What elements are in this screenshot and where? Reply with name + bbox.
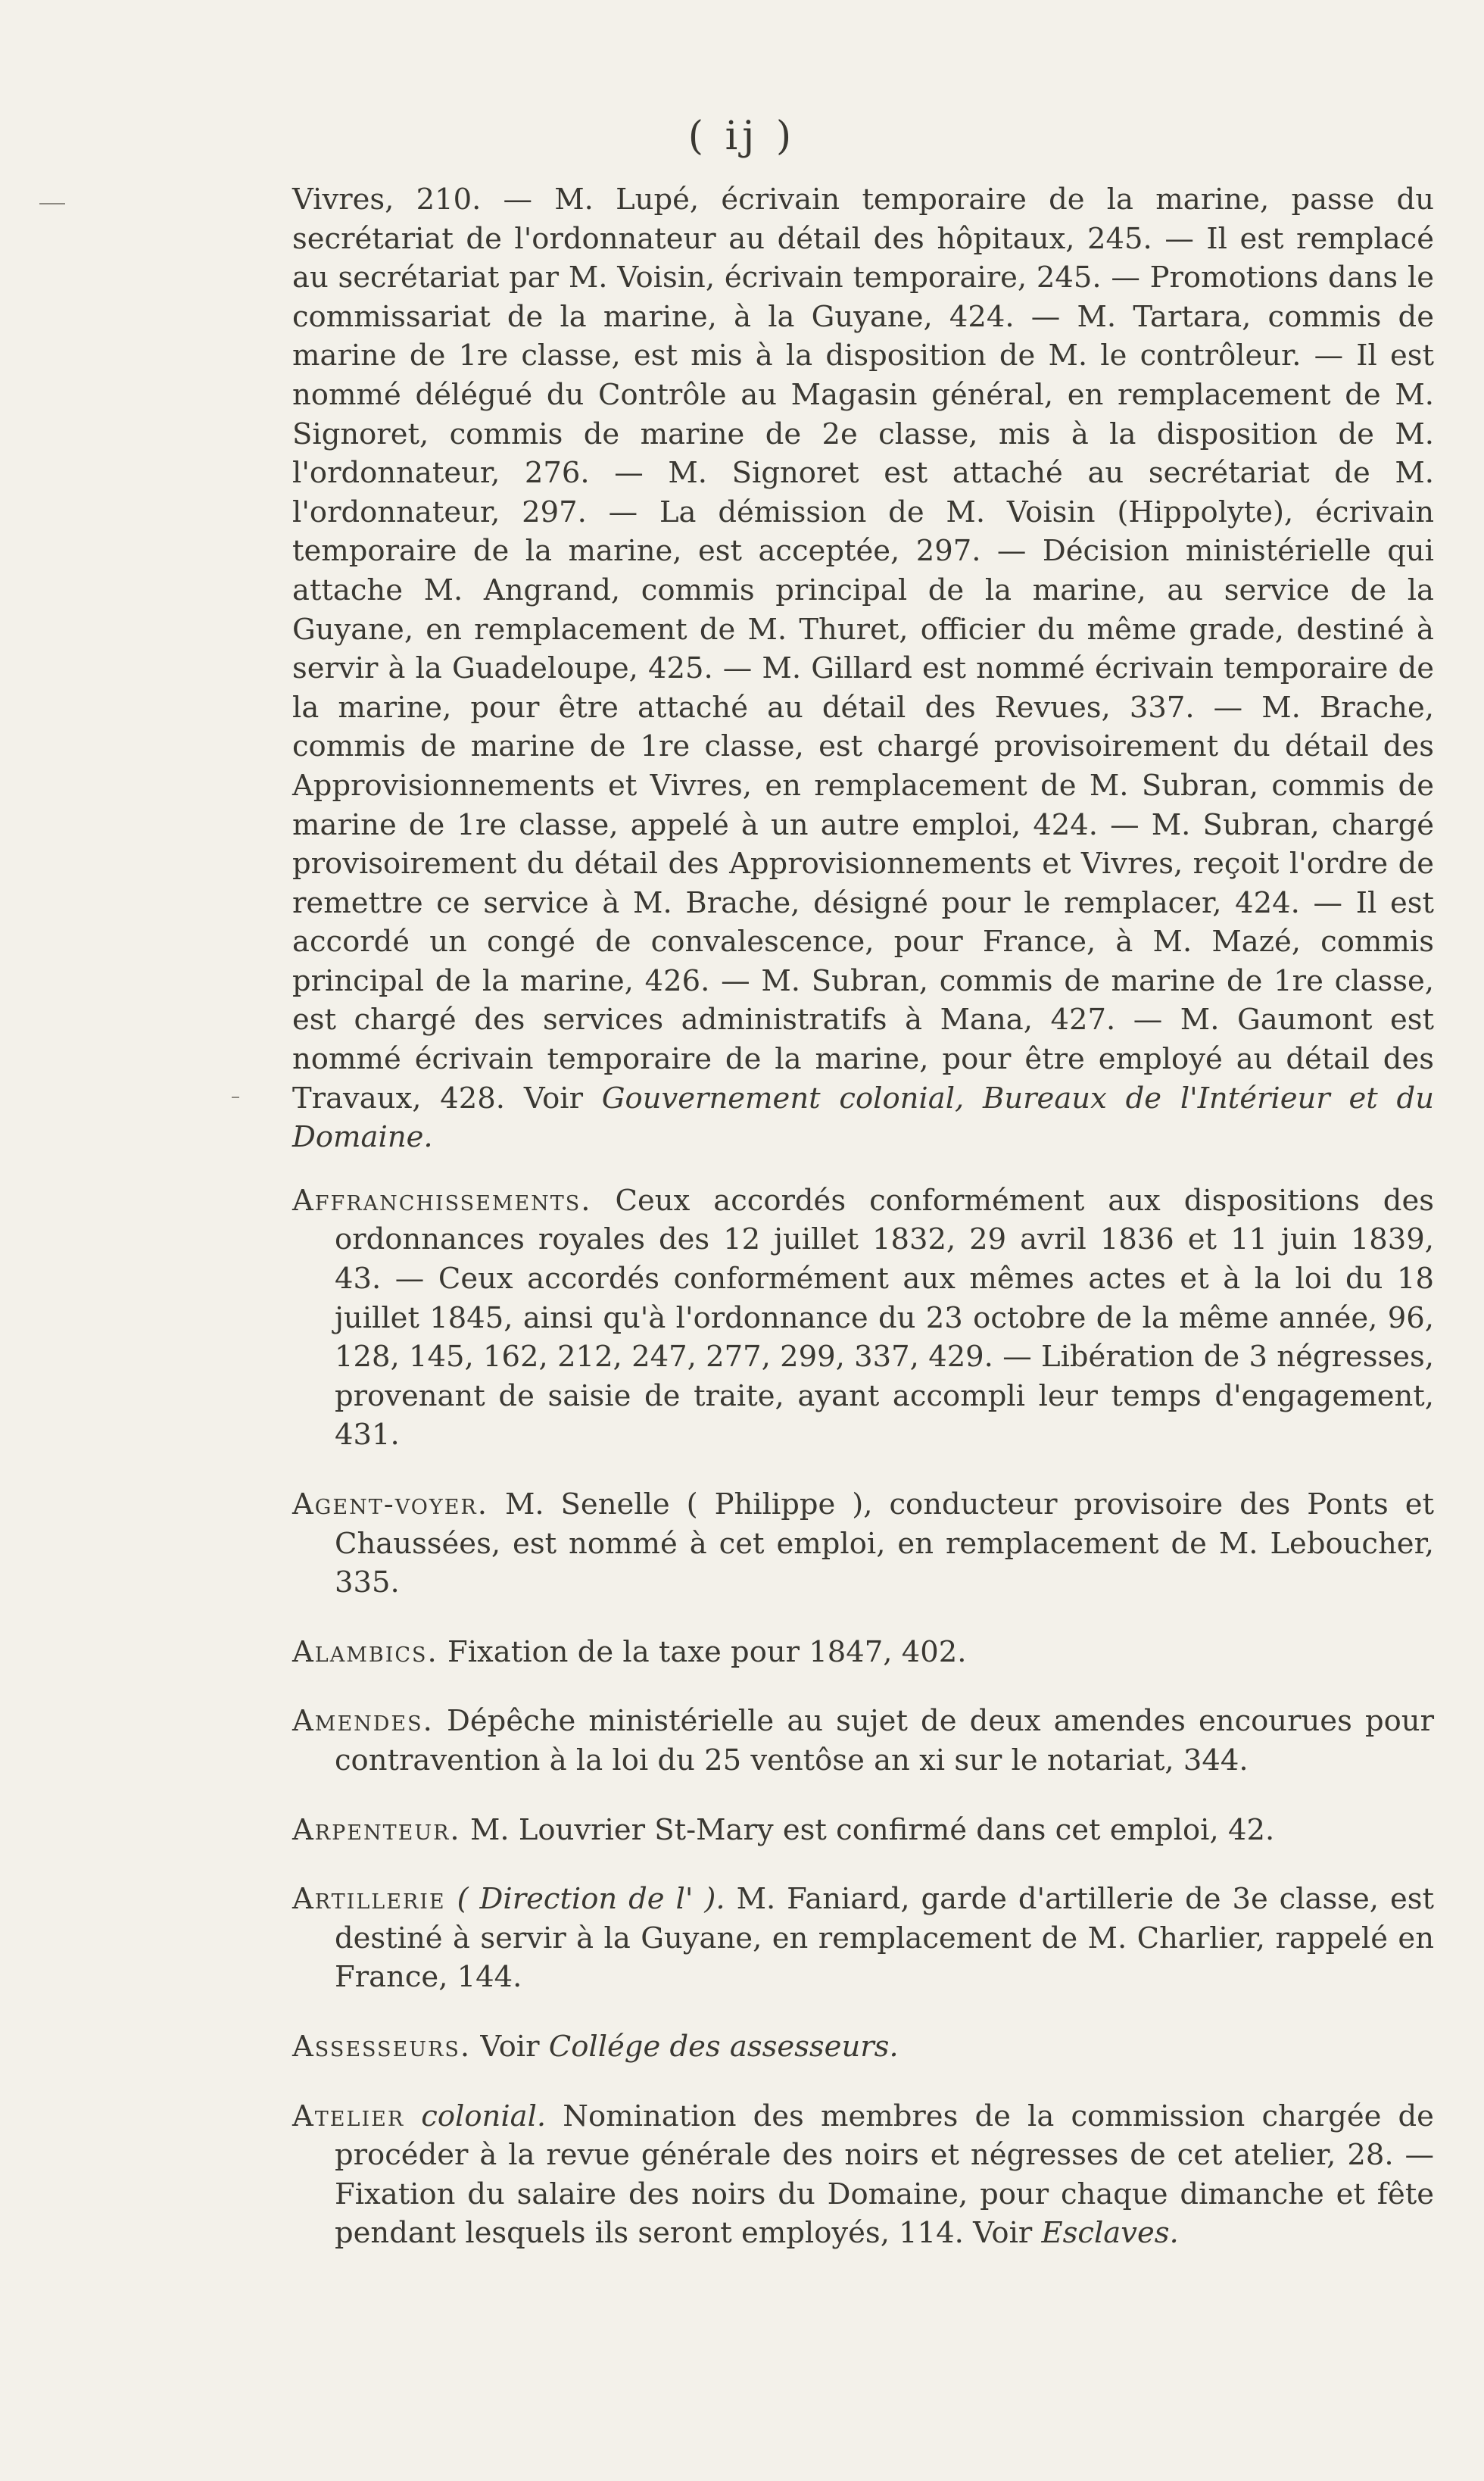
index-text: [292, 180, 1434, 2253]
entry-heading: Affranchissements.: [292, 1183, 592, 1218]
index-entry-artillerie: [292, 1880, 1434, 1997]
entry-body: M. Louvrier St-Mary est confirmé dans cet emploi, 42.: [469, 1812, 1275, 1847]
entry-body: Fixation de la taxe pour 1847, 402.: [447, 1634, 967, 1669]
entry-heading: Alambics.: [292, 1634, 438, 1669]
entry-body: M. Senelle ( Philippe ), conducteur provisoire des Ponts et Chaussées, est nommé à cet emploi, en remplacement de M. Leboucher, 335.: [335, 1487, 1434, 1600]
entry-heading: Agent-voyer.: [292, 1487, 488, 1521]
entry-body: Voir: [480, 2029, 540, 2064]
page-number: ( ij ): [687, 114, 797, 159]
index-entry-affranchissements: [292, 1181, 1434, 1455]
margin-mark: [232, 1097, 239, 1098]
index-entry-amendes: [292, 1702, 1434, 1780]
entry-heading: Atelier: [292, 2099, 405, 2133]
see-reference: Esclaves.: [1041, 2216, 1179, 2251]
entry-heading-qualifier: ( Direction de l' ).: [457, 1882, 725, 1917]
index-entry-arpenteur: [292, 1811, 1434, 1850]
see-reference: Collége des assesseurs.: [548, 2029, 899, 2064]
entry-body: Dépêche ministérielle au sujet de deux amendes encourues pour contravention à la loi du 25 ventôse an xi sur le notariat, 344.: [335, 1704, 1434, 1777]
continuation-paragraph: [292, 180, 1434, 1157]
index-entry-assesseurs: [292, 2027, 1434, 2067]
continuation-text: Vivres, 210. — M. Lupé, écrivain temporaire de la marine, passe du secrétariat de l'ordonnateur au détail des hôpitaux, 245. — Il est remplacé au secrétariat par M. Voisin, écrivain temporaire, 245. — Promotions dans le commissariat de la marine, à la Guyane, 424. — M. Tartara, commis de marine de 1re classe, est mis à la disposition de M. le contrôleur. — Il est nommé délégué du Contrôle au Magasin général, en remplacement de M. Signoret, commis de marine de 2e classe, mis à la disposition de M. l'ordonnateur, 276. — M. Signoret est attaché au secrétariat de M. l'ordonnateur, 297. — La démission de M. Voisin (Hippolyte), écrivain temporaire de la marine, est acceptée, 297. — Décision ministérielle qui attache M. Angrand, commis principal de la marine, au service de la Guyane, en remplacement de M. Thuret, officier du même grade, destiné à servir à la Guadeloupe, 425. — M. Gillard est nommé écrivain temporaire de la marine, pour être attaché au détail des Revues, 337. — M. Brache, commis de marine de 1re classe, est chargé provisoirement du détail des Approvisionnements et Vivres, en remplacement de M. Subran, commis de marine de 1re classe, appelé à un autre emploi, 424. — M. Subran, chargé provisoirement du détail des Approvisionnements et Vivres, reçoit l'ordre de remettre ce service à M. Brache, désigné pour le remplacer, 424. — Il est accordé un congé de convalescence, pour France, à M. Mazé, commis principal de la marine, 426. — M. Subran, commis de marine de 1re classe, est chargé des services administratifs à Mana, 427. — M. Gaumont est nommé écrivain temporaire de la marine, pour être employé au détail des Travaux, 428. Voir: [292, 183, 1434, 1116]
entry-heading: Assesseurs.: [292, 2029, 472, 2064]
entry-heading: Artillerie: [292, 1882, 446, 1917]
entry-heading: Arpenteur.: [292, 1812, 461, 1847]
entry-body: Ceux accordés conformément aux dispositions des ordonnances royales des 12 juillet 1832, 29 avril 1836 et 11 juin 1839, 43. — Ceux accordés conformément aux mêmes actes et à la loi du 18 juillet 1845, ainsi qu'à l'ordonnance du 23 octobre de la même année, 96, 128, 145, 162, 212, 247, 277, 299, 337, 429. — Libération de 3 négresses, provenant de saisie de traite, ayant accompli leur temps d'engagement, 431.: [335, 1183, 1434, 1453]
entry-heading-qualifier: colonial.: [421, 2099, 547, 2133]
index-entry-agent-voyer: [292, 1485, 1434, 1603]
index-entry-alambics: [292, 1633, 1434, 1672]
margin-mark: [39, 203, 65, 204]
entry-body: Nomination des membres de la commission chargée de procéder à la revue générale des noirs et négresses de cet atelier, 28. — Fixation du salaire des noirs du Domaine, pour chaque dimanche et fête pendant lesquels ils seront employés, 114. Voir: [335, 2099, 1434, 2251]
see-reference: Gouvernement colonial, Bureaux de l'Intérieur et du Domaine.: [292, 1081, 1434, 1155]
index-entry-atelier: [292, 2097, 1434, 2253]
entry-body: M. Faniard, garde d'artillerie de 3e classe, est destiné à servir à la Guyane, en remplacement de M. Charlier, rappelé en France, 144.: [335, 1882, 1434, 1995]
entry-heading: Amendes.: [292, 1704, 434, 1739]
